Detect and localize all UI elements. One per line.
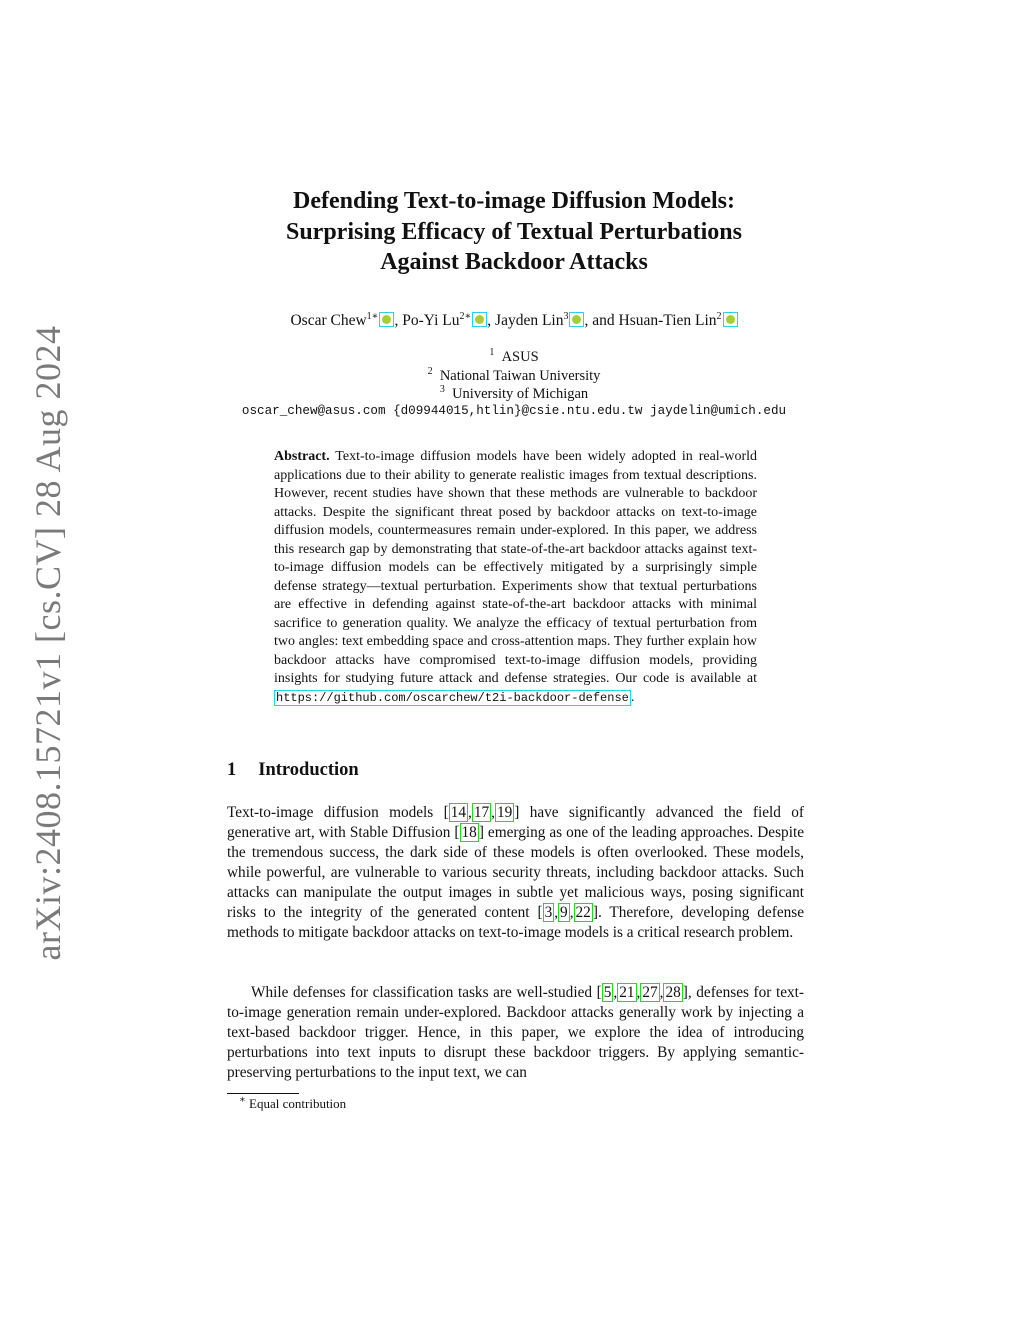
paragraph-text: . Therefore, developing defense methods to mitigate backdoor attacks on text-to-image models is a critical research problem. <box>227 904 804 941</box>
affiliation-item <box>200 367 828 386</box>
paragraph-text: emerging as one of the leading approaches. Despite the tremendous success, the dark side of these models is often overlooked. These models, while powerful, are vulnerable to various security threats, including backdoor attacks. Such attacks can manipulate the output images in subtle yet malicious ways, posing significant risks to the integrity of the generated content <box>227 824 804 921</box>
footnote-mark: ∗ <box>239 1094 246 1106</box>
author-emails: oscar_chew@asus.com {d09944015,htlin}@csie.ntu.edu.tw jaydelin@umich.edu <box>241 404 787 418</box>
paper-title <box>200 186 828 278</box>
author-name: Oscar Chew <box>290 312 367 329</box>
footnote-text: Equal contribution <box>249 1096 347 1111</box>
author-separator: , <box>394 312 403 329</box>
affiliation-item <box>200 348 828 367</box>
section-heading <box>227 760 359 781</box>
citation-link[interactable]: 3 <box>544 904 553 921</box>
citation-link[interactable]: 22 <box>575 904 591 921</box>
footnote-rule <box>227 1093 299 1094</box>
paragraph-text: Text-to-image diffusion models <box>227 804 444 821</box>
citation-link[interactable]: 28 <box>665 984 681 1001</box>
orcid-icon[interactable] <box>379 312 394 327</box>
author-separator: , and <box>584 312 619 329</box>
affiliation-number: 1 <box>489 347 495 359</box>
abstract-text: Text-to-image diffusion models have been widely adopted in real-world applications due to their ability to generate realistic images from textual descriptions. However, recent studies have shown that these methods are vulnerable to backdoor attacks. Despite the significant threat posed by backdoor attacks on text-to-image diffusion models, countermeasures remain under-explored. In this paper, we address this research gap by demonstrating that state-of-the-art backdoor attacks against text-to-image diffusion models can be effectively mitigated by a surprisingly simple defense strategy—textual perturbation. Experiments show that textual perturbations are effective in defending against state-of-the-art backdoor attacks with minimal sacrifice to generation quality. We analyze the efficacy of textual perturbation from two angles: text embedding space and cross-attention maps. They further explain how backdoor attacks have compromised text-to-image diffusion models, providing insights for studying future attack and defense strategies. Our code is available at <box>274 449 758 686</box>
author-name: Jayden Lin <box>495 312 564 329</box>
author-list <box>200 312 828 330</box>
citation-link[interactable]: 21 <box>619 984 635 1001</box>
author-affil-sup: 2 <box>716 310 722 322</box>
author-separator: , <box>487 312 496 329</box>
title-line-1: Defending Text-to-image Diffusion Models: <box>293 188 735 214</box>
affiliation-name: University of Michigan <box>452 386 589 402</box>
intro-paragraph-1: Text-to-image diffusion models [ 14 , 17 , 19 ] have significantly advanced the field of generative art, with Stable Diffusion [ 18 ] emerging as one of the leading approaches. Despite the tremendous success, the dark side of these models is often overlooked. These models, while powerful, are vulnerable to various security threats, including backdoor attacks. Such attacks can manipulate the output images in subtle yet malicious ways, posing significant risks to the integrity of the generated content [ 3 , 9 , 22 ]. Therefore, developing defense methods to mitigate backdoor attacks on text-to-image models is a critical research problem. <box>227 804 804 941</box>
citation-link[interactable]: 18 <box>461 824 477 841</box>
orcid-icon[interactable] <box>569 312 584 327</box>
paragraph-text: have significantly advanced the field of generative art, with Stable Diffusion <box>227 804 804 841</box>
affiliation-list <box>200 348 828 404</box>
citation-link[interactable]: 5 <box>603 984 612 1001</box>
citation-link[interactable]: 19 <box>496 804 513 821</box>
affiliation-name: ASUS <box>501 349 539 365</box>
author-name: Po-Yi Lu <box>402 312 460 329</box>
abstract-end: . <box>630 689 635 705</box>
footnote <box>239 1096 346 1112</box>
section-number: 1 <box>227 760 237 780</box>
citation-link[interactable]: 17 <box>473 804 490 821</box>
paragraph-text: While defenses for classification tasks are well-studied <box>251 984 597 1001</box>
author-affil-sup: 1∗ <box>366 310 379 322</box>
author-affil-sup: 3 <box>563 310 569 322</box>
orcid-icon[interactable] <box>472 312 487 327</box>
section-title: Introduction <box>258 760 359 780</box>
intro-paragraph-2: While defenses for classification tasks are well-studied [ 5 , 21 , 27 , 28 ], defenses for text-to-image generation remain under-explored. Backdoor attacks generally work by injecting a text-based backdoor trigger. Hence, in this paper, we explore the idea of introducing perturbations into text inputs to disrupt these backdoor triggers. By applying semantic-preserving perturbations to the input text, we can <box>227 984 804 1081</box>
code-repository-link[interactable]: https://github.com/oscarchew/t2i-backdoor-defense <box>276 690 629 705</box>
affiliation-name: National Taiwan University <box>439 367 601 384</box>
author-affil-sup: 2∗ <box>459 310 472 322</box>
title-line-2: Surprising Efficacy of Textual Perturbations <box>285 218 742 245</box>
abstract <box>274 448 757 707</box>
abstract-label: Abstract. <box>274 449 330 464</box>
affiliation-item <box>200 385 828 404</box>
author-name: Hsuan-Tien Lin <box>618 312 717 329</box>
citation-link[interactable]: 14 <box>450 804 467 821</box>
paragraph-text: , defenses for text-to-image generation remain under-explored. Backdoor attacks generally work by injecting a text-based backdoor trigger. Hence, in this paper, we explore the idea of introducing perturbations into text inputs to disrupt these backdoor triggers. By applying semantic-preserving perturbations to the input text, we can <box>227 984 804 1081</box>
arxiv-identifier: arXiv:2408.15721v1 [cs.CV] 28 Aug 2024 <box>28 325 68 961</box>
affiliation-number: 3 <box>439 384 445 396</box>
title-line-3: Against Backdoor Attacks <box>380 249 648 275</box>
orcid-icon[interactable] <box>723 312 738 327</box>
citation-link[interactable]: 9 <box>560 904 568 921</box>
affiliation-number: 2 <box>427 365 433 377</box>
citation-link[interactable]: 27 <box>642 984 658 1001</box>
